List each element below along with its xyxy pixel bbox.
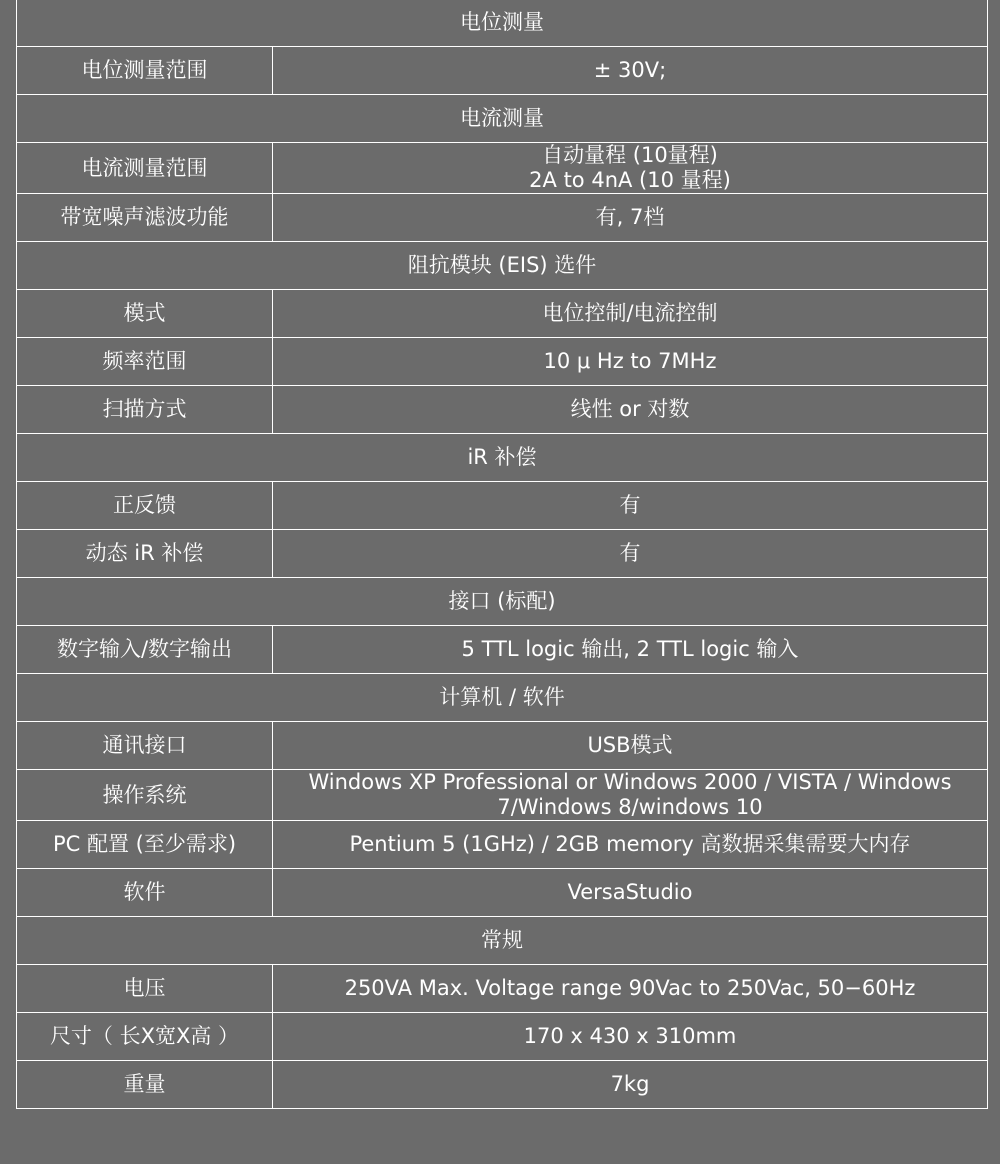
spec-value: [273, 143, 988, 194]
spec-value-line: 7/Windows 8/windows 10: [497, 795, 763, 819]
section-header-row: [17, 0, 988, 47]
spec-value-line: 5 TTL logic 输出, 2 TTL logic 输入: [461, 637, 799, 661]
spec-label: 尺寸（ 长X宽X高 ）: [17, 1013, 273, 1061]
spec-label: 电流测量范围: [17, 143, 273, 194]
spec-row: [17, 1061, 988, 1109]
spec-value-line: 2A to 4nA (10 量程): [529, 168, 731, 192]
spec-value-line: ± 30V;: [593, 58, 667, 82]
spec-value: [273, 47, 988, 95]
spec-value: [273, 1061, 988, 1109]
spec-value-line: 250VA Max. Voltage range 90Vac to 250Vac, 50−60Hz: [344, 976, 916, 1000]
spec-label: 模式: [17, 290, 273, 338]
spec-value-line: 170 x 430 x 310mm: [523, 1024, 737, 1048]
spec-row: [17, 965, 988, 1013]
spec-table: [16, 0, 988, 1109]
spec-value-line: 有: [619, 493, 641, 517]
spec-label: 电位测量范围: [17, 47, 273, 95]
spec-value-line: 有, 7档: [595, 205, 665, 229]
spec-label: 频率范围: [17, 338, 273, 386]
spec-row: [17, 386, 988, 434]
spec-value-line: Windows XP Professional or Windows 2000 / VISTA / Windows: [308, 770, 952, 794]
spec-label: 电压: [17, 965, 273, 1013]
spec-value: [273, 626, 988, 674]
section-header-row: [17, 95, 988, 143]
spec-value: [273, 722, 988, 770]
section-title: 接口 (标配): [17, 578, 988, 626]
spec-value: [273, 194, 988, 242]
spec-value: [273, 386, 988, 434]
spec-row: [17, 290, 988, 338]
spec-label: 操作系统: [17, 770, 273, 821]
spec-row: [17, 626, 988, 674]
spec-value-line: VersaStudio: [567, 880, 693, 904]
spec-value: [273, 530, 988, 578]
spec-value: [273, 1013, 988, 1061]
section-title: 阻抗模块 (EIS) 选件: [17, 242, 988, 290]
spec-row: [17, 722, 988, 770]
spec-value-line: 线性 or 对数: [570, 397, 690, 421]
spec-value: [273, 482, 988, 530]
section-title: iR 补偿: [17, 434, 988, 482]
spec-value-line: 电位控制/电流控制: [542, 301, 718, 325]
section-header-row: [17, 242, 988, 290]
spec-value: [273, 290, 988, 338]
spec-row: [17, 821, 988, 869]
spec-label: 正反馈: [17, 482, 273, 530]
spec-row: [17, 143, 988, 194]
spec-row: [17, 869, 988, 917]
spec-label: 通讯接口: [17, 722, 273, 770]
spec-value-line: Pentium 5 (1GHz) / 2GB memory 高数据采集需要大内存: [349, 832, 911, 856]
spec-label: 动态 iR 补偿: [17, 530, 273, 578]
spec-table-body: [17, 0, 988, 1109]
spec-row: [17, 770, 988, 821]
spec-value: [273, 869, 988, 917]
spec-label: PC 配置 (至少需求): [17, 821, 273, 869]
section-header-row: [17, 674, 988, 722]
spec-value-line: 自动量程 (10量程): [542, 143, 718, 167]
spec-value: [273, 338, 988, 386]
section-header-row: [17, 434, 988, 482]
spec-row: [17, 194, 988, 242]
spec-value: [273, 965, 988, 1013]
spec-label: 重量: [17, 1061, 273, 1109]
spec-row: [17, 338, 988, 386]
spec-value-line: 有: [619, 541, 641, 565]
spec-value-line: USB模式: [587, 733, 673, 757]
spec-row: [17, 530, 988, 578]
spec-label: 数字输入/数字输出: [17, 626, 273, 674]
spec-row: [17, 47, 988, 95]
section-title: 常规: [17, 917, 988, 965]
spec-value: [273, 821, 988, 869]
spec-label: 带宽噪声滤波功能: [17, 194, 273, 242]
section-header-row: [17, 578, 988, 626]
spec-row: [17, 1013, 988, 1061]
spec-row: [17, 482, 988, 530]
spec-value-line: 10 μ Hz to 7MHz: [543, 349, 717, 373]
spec-label: 扫描方式: [17, 386, 273, 434]
spec-value-line: 7kg: [610, 1072, 650, 1096]
section-title: 电流测量: [17, 95, 988, 143]
spec-label: 软件: [17, 869, 273, 917]
section-title: 计算机 / 软件: [17, 674, 988, 722]
spec-value: [273, 770, 988, 821]
section-title: 电位测量: [17, 0, 988, 47]
section-header-row: [17, 917, 988, 965]
